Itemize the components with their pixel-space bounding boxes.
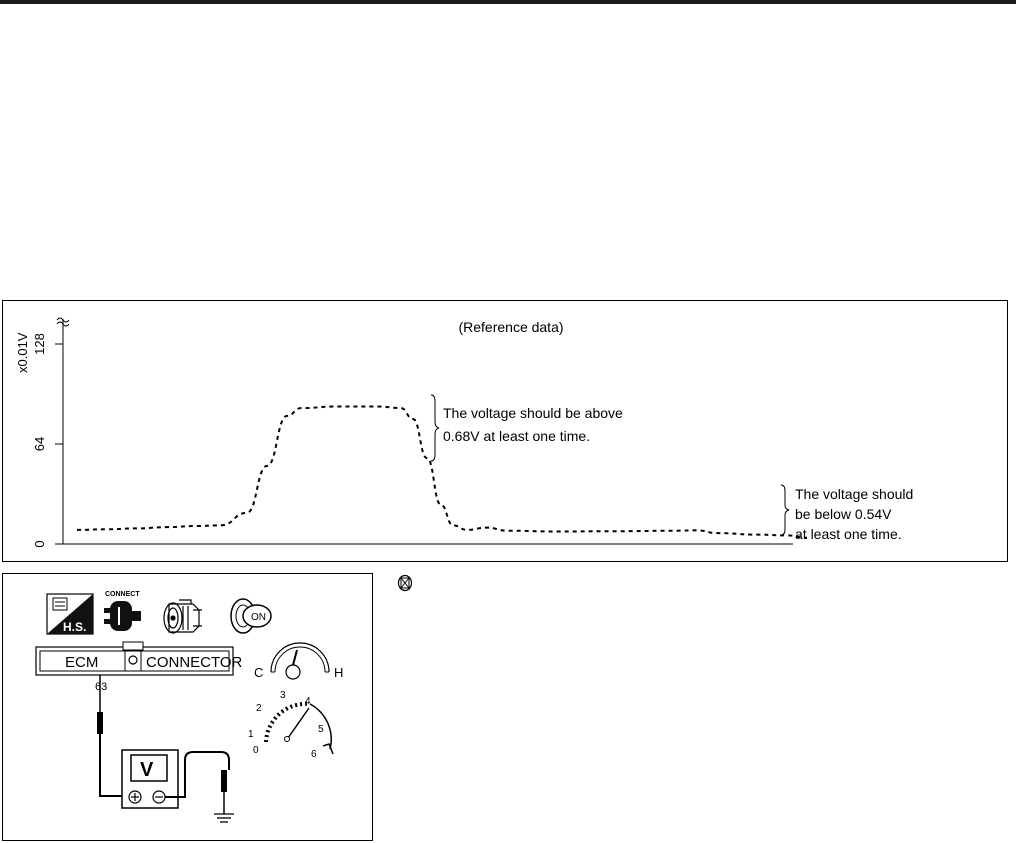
temp-hot-label: H bbox=[334, 665, 344, 680]
y-tick-label-0: 0 bbox=[32, 540, 47, 548]
tach-number-0: 0 bbox=[253, 745, 259, 756]
reference-graph-panel bbox=[2, 300, 1008, 562]
annotation-above-line-1: The voltage should be above bbox=[443, 405, 623, 421]
annotation-above-line-2: 0.68V at least one time. bbox=[443, 428, 591, 444]
connect-icon bbox=[104, 591, 141, 631]
top-rule bbox=[0, 0, 1016, 4]
probe-tip-negative bbox=[221, 770, 227, 792]
annotation-brace-below bbox=[781, 485, 789, 535]
voltmeter bbox=[122, 750, 178, 808]
y-ticks bbox=[32, 333, 63, 547]
annotation-below-line-3: at least one time. bbox=[795, 526, 902, 542]
wiring-diagram-panel bbox=[2, 573, 373, 841]
ground-symbol bbox=[214, 814, 234, 822]
tachometer-icon bbox=[248, 690, 333, 760]
voltage-chart bbox=[3, 301, 1009, 563]
chart-title: (Reference data) bbox=[458, 319, 564, 335]
key-on-label: ON bbox=[251, 612, 266, 623]
hs-label: H.S. bbox=[63, 620, 87, 634]
ignition-key-icon bbox=[231, 599, 271, 633]
boxed-x-icon bbox=[397, 574, 413, 592]
y-tick-label-64: 64 bbox=[32, 436, 47, 452]
annotation-brace-above bbox=[431, 395, 439, 461]
tach-number-5: 5 bbox=[318, 724, 324, 735]
temperature-gauge-icon bbox=[254, 643, 343, 680]
temp-cold-label: C bbox=[254, 665, 264, 680]
wire-positive bbox=[100, 734, 123, 796]
annotation-below-line-1: The voltage should bbox=[795, 486, 914, 502]
connect-label: CONNECT bbox=[105, 591, 140, 598]
annotation-below-line-2: be below 0.54V bbox=[795, 506, 892, 522]
engine-icon bbox=[164, 600, 202, 633]
series-voltage-line bbox=[77, 407, 807, 538]
hs-icon bbox=[47, 594, 93, 634]
connector-label: CONNECTOR bbox=[146, 654, 243, 671]
y-axis-label: x0.01V bbox=[15, 332, 30, 373]
ecm-connector bbox=[36, 642, 243, 675]
terminal-number: 63 bbox=[95, 681, 108, 693]
meter-label: V bbox=[140, 759, 154, 781]
y-tick-label-128: 128 bbox=[32, 333, 47, 355]
wiring-diagram bbox=[3, 574, 374, 842]
ecm-label: ECM bbox=[65, 654, 99, 671]
tach-number-4: 4 bbox=[305, 696, 311, 707]
tach-number-6: 6 bbox=[311, 749, 317, 760]
probe-tip-positive bbox=[97, 712, 103, 734]
tach-number-3: 3 bbox=[280, 690, 286, 701]
tach-number-2: 2 bbox=[256, 703, 262, 714]
tach-number-1: 1 bbox=[248, 729, 254, 740]
